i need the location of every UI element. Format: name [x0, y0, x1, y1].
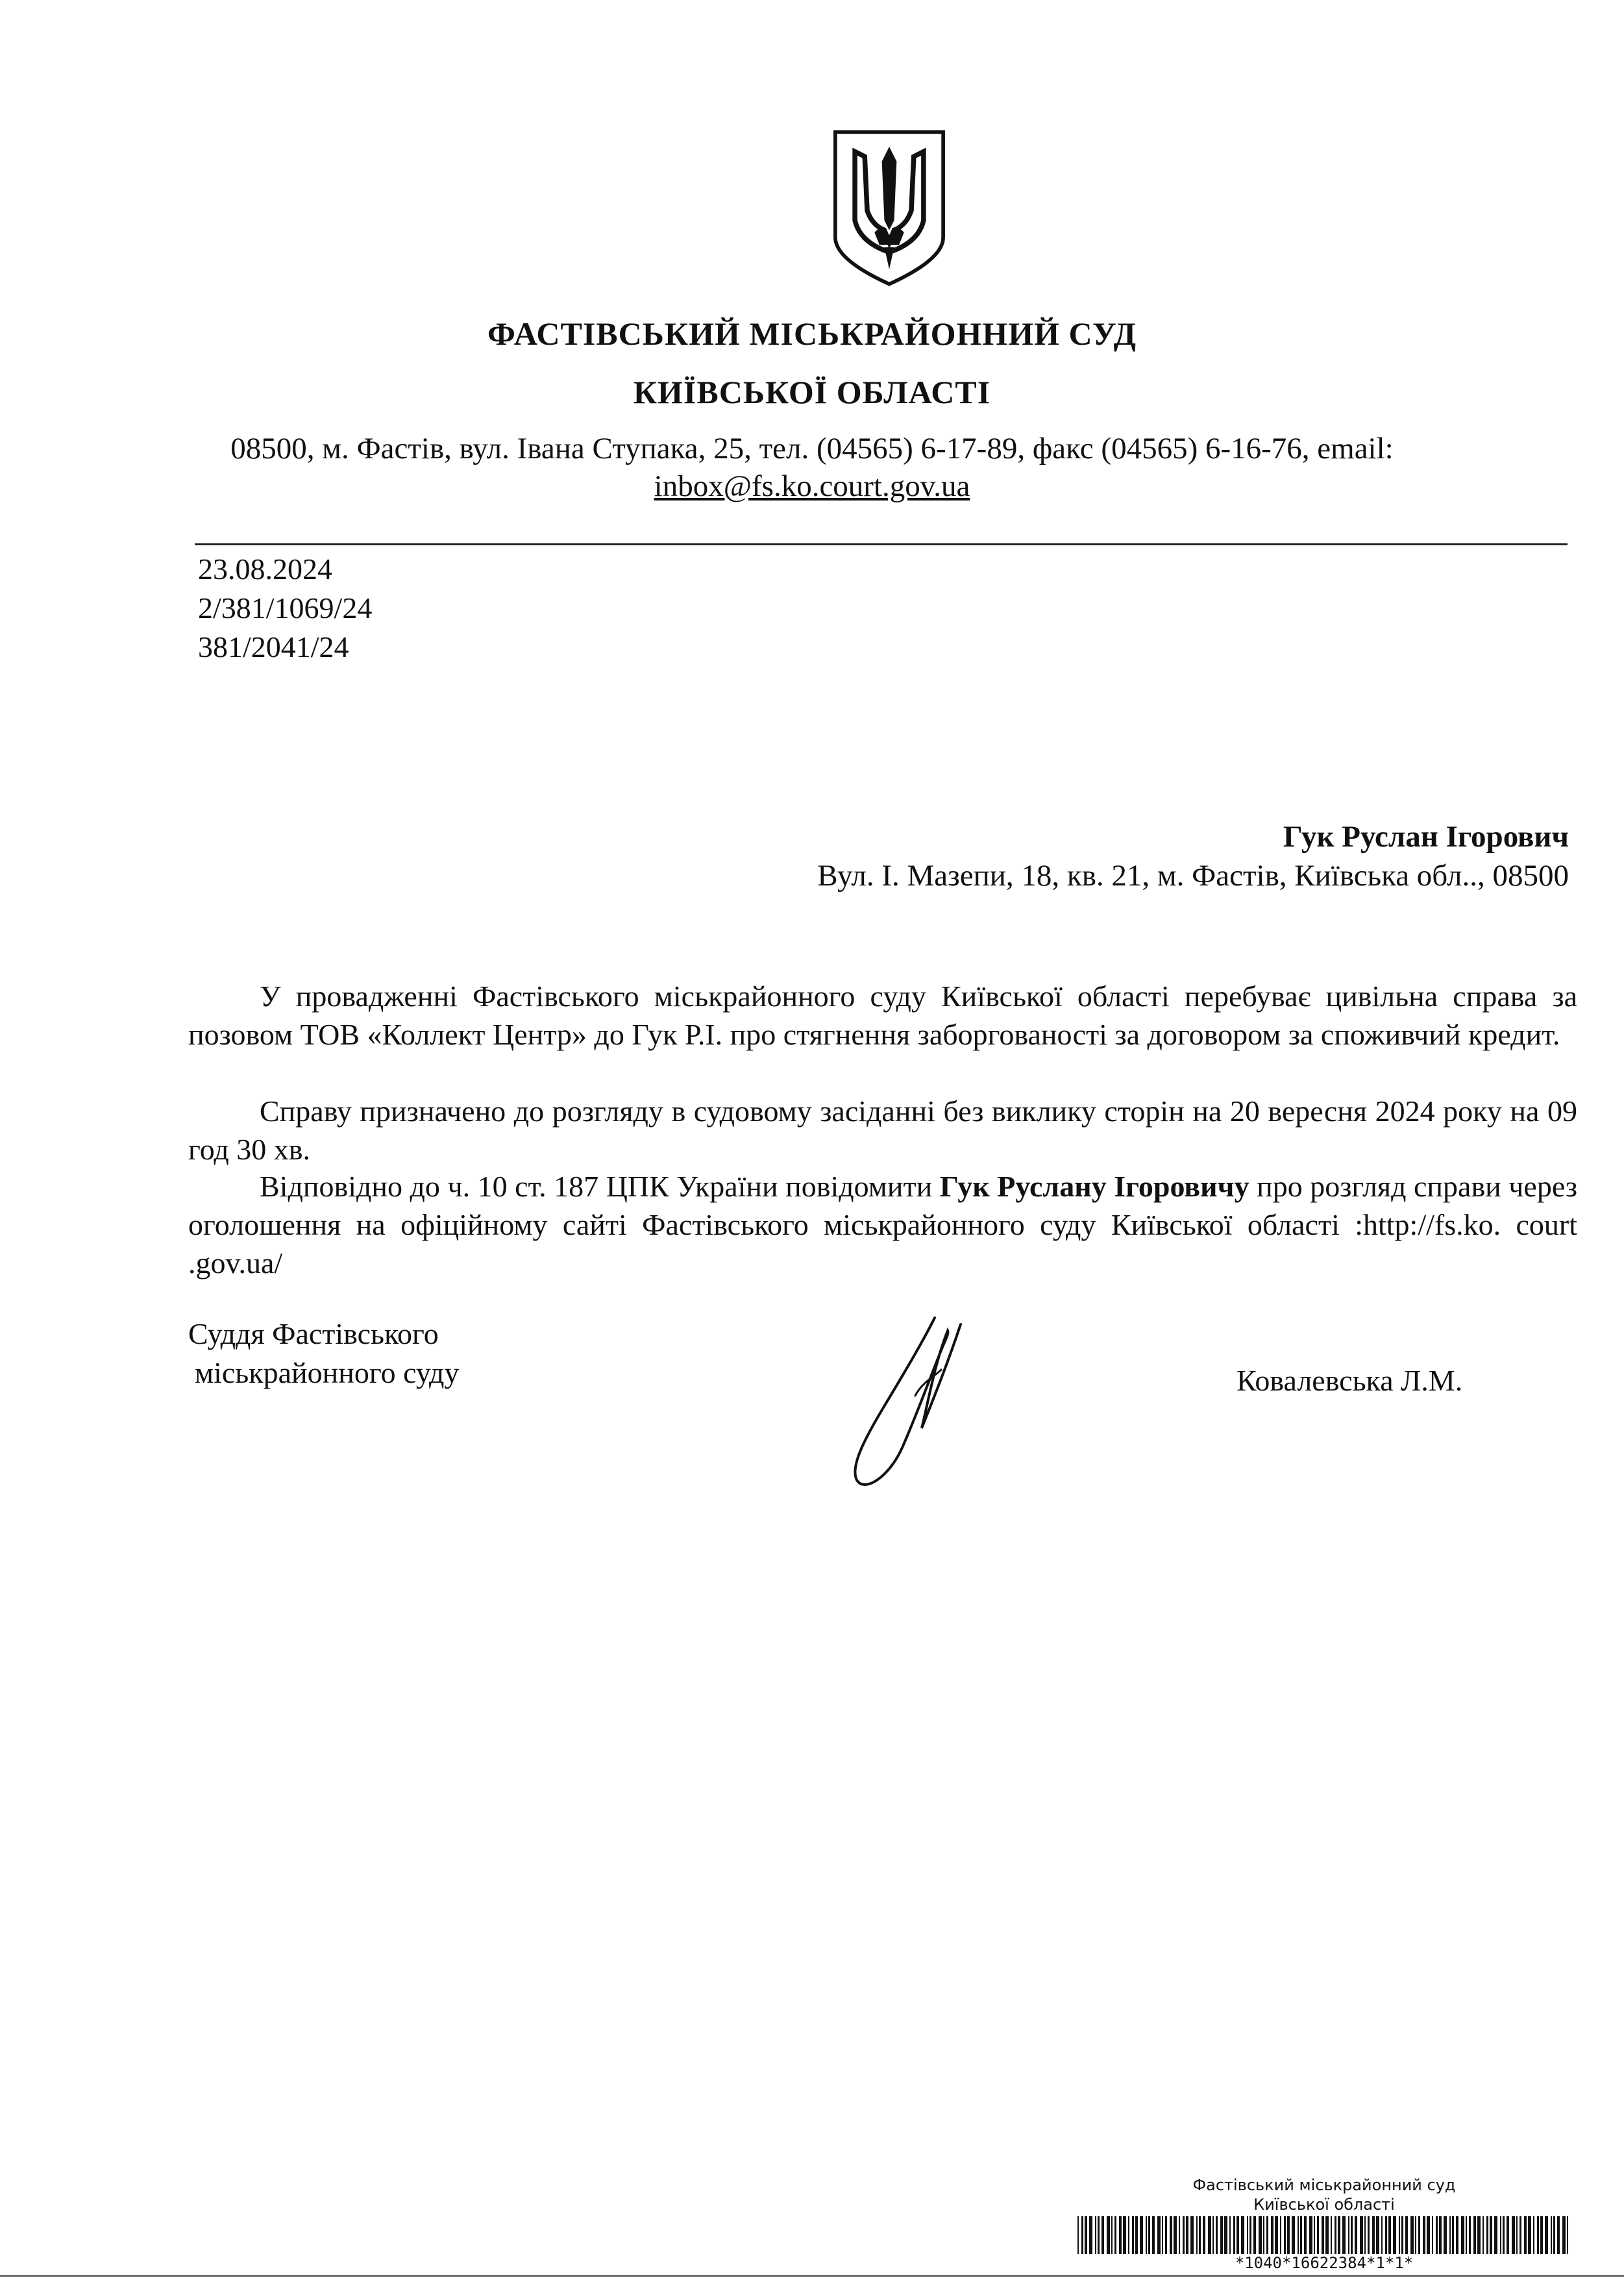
barcode-bar: [1439, 2216, 1442, 2254]
barcode-bar: [1388, 2216, 1391, 2254]
barcode-bar: [1516, 2216, 1518, 2254]
barcode-bar: [1229, 2216, 1231, 2254]
barcode-bar: [1466, 2216, 1467, 2254]
court-name-line1: ФАСТІВСЬКИЙ МІСЬКРАЙОННИЙ СУД: [487, 315, 1137, 352]
barcode-bar: [1557, 2216, 1560, 2254]
barcode-bar: [1494, 2216, 1497, 2254]
barcode-bar: [1427, 2216, 1430, 2254]
barcode-bar: [1196, 2216, 1198, 2254]
barcode-bar: [1545, 2216, 1548, 2254]
barcode-bar: [1098, 2216, 1100, 2254]
barcode-bar: [1364, 2216, 1366, 2254]
barcode-bar: [1533, 2216, 1534, 2254]
barcode-court-region: Київської області: [1253, 2195, 1395, 2214]
barcode-bar: [1418, 2216, 1420, 2254]
barcode-bar: [1449, 2216, 1451, 2254]
barcode-number: *1040*16622384*1*1*: [1235, 2254, 1414, 2272]
barcode-bar: [1500, 2216, 1501, 2254]
body-paragraph-1: У провадженні Фастівського міськрайонного суду Київської області перебуває цивільна справа за позовом ТОВ «Коллект Центр» до Гук Р.І. про стягнення заборгованості за договором за споживчий кредит.: [188, 980, 1577, 1051]
case-number: 381/2041/24: [198, 630, 349, 663]
barcode-bar: [1456, 2216, 1458, 2254]
barcode-bar: [1212, 2216, 1214, 2254]
barcode-bar: [1259, 2216, 1262, 2254]
barcode-bar: [1304, 2216, 1307, 2254]
barcode-bar: [1280, 2216, 1281, 2254]
barcode-bar: [1095, 2216, 1096, 2254]
barcode-bar: [1253, 2216, 1256, 2254]
barcode-bar: [1300, 2216, 1302, 2254]
barcode-bar: [1503, 2216, 1505, 2254]
barcode-bar: [1152, 2216, 1155, 2254]
barcode-bar: [1298, 2216, 1299, 2254]
barcode-bar: [1385, 2216, 1387, 2254]
barcode-bar: [1432, 2216, 1433, 2254]
barcode-bar: [1567, 2216, 1568, 2254]
barcode-bar: [1233, 2216, 1235, 2254]
barcode-bar: [1551, 2216, 1552, 2254]
judge-title-line2: міськрайонного суду: [195, 1356, 460, 1389]
paragraph-3-text-end: про розгляд справи через оголошення на офіційному сайті Фастівського міськрайонного суду Київської області :http://fs.ko. court .gov.ua/: [188, 1170, 1577, 1279]
recipient-address: Вул. І. Мазепи, 18, кв. 21, м. Фастів, Київська обл.., 08500: [817, 859, 1569, 893]
barcode-bar: [1203, 2216, 1205, 2254]
barcode-bar: [1148, 2216, 1150, 2254]
barcode-bar: [1146, 2216, 1147, 2254]
barcode-bar: [1486, 2216, 1488, 2254]
barcode-bar: [1360, 2216, 1363, 2254]
barcode-bar: [1186, 2216, 1188, 2254]
barcode-bar: [1477, 2216, 1481, 2254]
barcode-bar: [1309, 2216, 1312, 2254]
barcode-bar: [1393, 2216, 1396, 2254]
barcode-bar: [1101, 2216, 1104, 2254]
handwritten-signature: [837, 1305, 993, 1493]
barcode-bar: [1512, 2216, 1515, 2254]
body-paragraph-2: Справу призначено до розгляду в судовому засіданні без виклику сторін на 20 вересня 2024 року на 09 год 30 хв.: [188, 1094, 1577, 1166]
barcode-bar: [1401, 2216, 1403, 2254]
barcode-bar: [1107, 2216, 1110, 2254]
judge-name: Ковалевська Л.М.: [1236, 1364, 1463, 1397]
barcode-bar: [1271, 2216, 1273, 2254]
barcode-bar: [1089, 2216, 1092, 2254]
barcode-bar: [1085, 2216, 1087, 2254]
barcode-bar: [1292, 2216, 1295, 2254]
barcode-bar: [1562, 2216, 1566, 2254]
barcode-bar: [1284, 2216, 1286, 2254]
court-name-line2: КИЇВСЬКОЇ ОБЛАСТІ: [633, 374, 991, 410]
barcode-bar: [1199, 2216, 1201, 2254]
barcode-bar: [1473, 2216, 1476, 2254]
barcode-bar: [1247, 2216, 1248, 2254]
paragraph-3-text-start: Відповідно до ч. 10 ст. 187 ЦПК України повідомити: [260, 1170, 940, 1203]
barcode-bar: [1317, 2216, 1319, 2254]
barcode-bar: [1123, 2216, 1126, 2254]
barcode-bar: [1338, 2216, 1340, 2254]
barcode-bar: [1132, 2216, 1134, 2254]
barcode-bar: [1275, 2216, 1278, 2254]
document-date: 23.08.2024: [198, 552, 332, 586]
outgoing-number: 2/381/1069/24: [198, 591, 373, 624]
court-address: 08500, м. Фастів, вул. Івана Ступака, 25, тел. (04565) 6-17-89, факс (04565) 6-16-76, email:: [230, 432, 1394, 465]
barcode-bar: [1537, 2216, 1539, 2254]
barcode-bar: [1216, 2216, 1218, 2254]
barcode-bar: [1111, 2216, 1113, 2254]
barcode-bar: [1540, 2216, 1543, 2254]
barcode-bar: [1423, 2216, 1425, 2254]
barcode-bar: [1162, 2216, 1163, 2254]
barcode-bar: [1444, 2216, 1447, 2254]
barcode-bar: [1128, 2216, 1129, 2254]
barcode-bar: [1507, 2216, 1509, 2254]
barcode-bar: [1490, 2216, 1492, 2254]
barcode-bar: [1263, 2216, 1264, 2254]
barcode-bars: [1077, 2216, 1571, 2254]
barcode-bar: [1461, 2216, 1464, 2254]
barcode-court-name: Фастівський міськрайонний суд: [1192, 2176, 1456, 2194]
barcode-bar: [1483, 2216, 1484, 2254]
barcode-bar: [1249, 2216, 1251, 2254]
recipient-name: Гук Руслан Ігорович: [1283, 820, 1569, 854]
barcode-bar: [1114, 2216, 1116, 2254]
barcode-bar: [1372, 2216, 1375, 2254]
barcode-bar: [1208, 2216, 1211, 2254]
barcode-bar: [1165, 2216, 1167, 2254]
barcode-bar: [1469, 2216, 1471, 2254]
barcode-bar: [1410, 2216, 1414, 2254]
barcode-bar: [1331, 2216, 1332, 2254]
barcode-bar: [1452, 2216, 1454, 2254]
barcode-bar: [1415, 2216, 1416, 2254]
barcode-bar: [1528, 2216, 1531, 2254]
barcode-bar: [1190, 2216, 1194, 2254]
barcode-bar: [1368, 2216, 1370, 2254]
paragraph-3-recipient-name: Гук Руслану Ігоровичу: [939, 1170, 1249, 1203]
barcode-bar: [1524, 2216, 1527, 2254]
barcode-bar: [1351, 2216, 1353, 2254]
barcode-bar: [1140, 2216, 1143, 2254]
barcode-bar: [1174, 2216, 1177, 2254]
barcode-bar: [1553, 2216, 1555, 2254]
court-email-link[interactable]: inbox@fs.ko.court.gov.ua: [654, 469, 970, 503]
barcode-bar: [1325, 2216, 1329, 2254]
body-paragraph-3: [188, 1167, 1577, 1282]
barcode-bar: [1335, 2216, 1336, 2254]
barcode-bar: [1266, 2216, 1268, 2254]
barcode-bar: [1314, 2216, 1315, 2254]
barcode-bar: [1436, 2216, 1438, 2254]
barcode-bar: [1348, 2216, 1349, 2254]
barcode-bar: [1241, 2216, 1244, 2254]
barcode-bar: [1119, 2216, 1122, 2254]
barcode-bar: [1399, 2216, 1400, 2254]
barcode-bar: [1224, 2216, 1227, 2254]
barcode-bar: [1287, 2216, 1290, 2254]
barcode-bar: [1381, 2216, 1383, 2254]
barcode-bar: [1342, 2216, 1346, 2254]
barcode-bar: [1322, 2216, 1324, 2254]
barcode-bar: [1355, 2216, 1357, 2254]
barcode-block: [1064, 2176, 1584, 2280]
bottom-edge-line: [0, 2275, 1624, 2277]
barcode-bar: [1405, 2216, 1408, 2254]
judge-title-line1: Суддя Фастівського: [188, 1317, 439, 1350]
barcode-bar: [1179, 2216, 1180, 2254]
barcode-bar: [1157, 2216, 1161, 2254]
barcode-bar: [1081, 2216, 1083, 2254]
header-divider: [195, 543, 1568, 545]
barcode-bar: [1077, 2216, 1079, 2254]
barcode-bar: [1135, 2216, 1138, 2254]
barcode-bar: [1236, 2216, 1239, 2254]
barcode-bar: [1220, 2216, 1223, 2254]
barcode-bar: [1519, 2216, 1521, 2254]
barcode-bar: [1170, 2216, 1172, 2254]
trident-coat-of-arms-icon: [828, 125, 951, 290]
barcode-bar: [1183, 2216, 1185, 2254]
barcode-bar: [1376, 2216, 1379, 2254]
